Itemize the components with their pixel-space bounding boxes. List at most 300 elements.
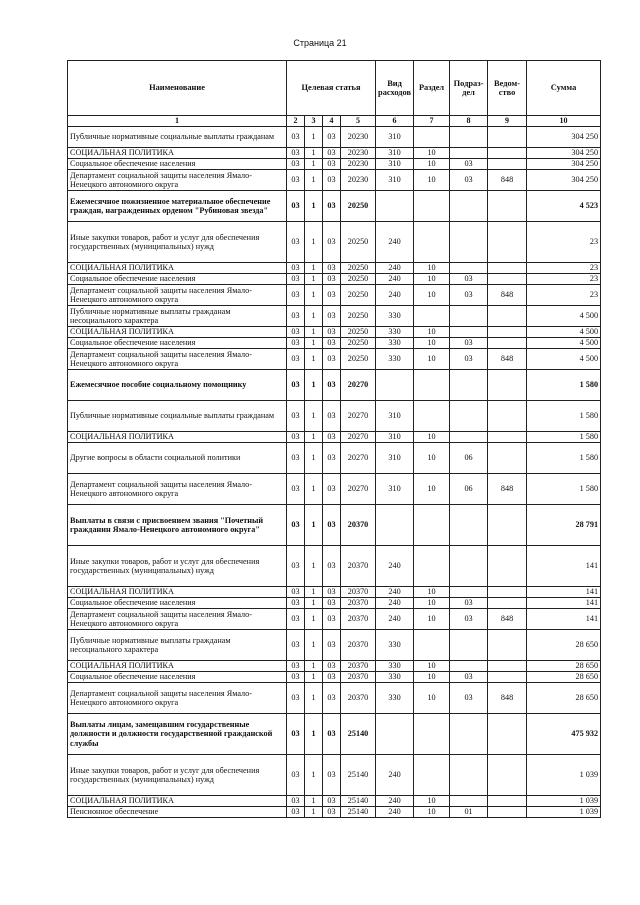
department-cell bbox=[488, 274, 527, 285]
expense-type-cell: 240 bbox=[376, 755, 414, 796]
target-code-2-cell: 1 bbox=[305, 191, 323, 222]
department-cell bbox=[488, 148, 527, 159]
target-code-1-cell: 03 bbox=[287, 714, 305, 755]
column-number: 1 bbox=[68, 116, 287, 127]
target-code-1-cell: 03 bbox=[287, 222, 305, 263]
target-code-4-cell: 20250 bbox=[341, 191, 376, 222]
table-row bbox=[68, 505, 601, 546]
section-cell bbox=[414, 222, 450, 263]
table-row bbox=[68, 432, 601, 443]
table-row bbox=[68, 191, 601, 222]
expense-type-cell: 310 bbox=[376, 474, 414, 505]
target-code-1-cell: 03 bbox=[287, 505, 305, 546]
target-code-2-cell: 1 bbox=[305, 755, 323, 796]
target-code-1-cell: 03 bbox=[287, 349, 305, 370]
section-cell bbox=[414, 401, 450, 432]
target-code-2-cell: 1 bbox=[305, 796, 323, 807]
target-code-1-cell: 03 bbox=[287, 127, 305, 148]
section-cell: 10 bbox=[414, 609, 450, 630]
target-code-2-cell: 1 bbox=[305, 714, 323, 755]
target-code-2-cell: 1 bbox=[305, 148, 323, 159]
target-code-1-cell: 03 bbox=[287, 587, 305, 598]
section-cell: 10 bbox=[414, 338, 450, 349]
target-code-1-cell: 03 bbox=[287, 598, 305, 609]
sum-cell: 304 250 bbox=[527, 148, 601, 159]
sum-cell: 141 bbox=[527, 598, 601, 609]
sum-cell: 28 650 bbox=[527, 672, 601, 683]
column-number: 5 bbox=[341, 116, 376, 127]
target-code-2-cell: 1 bbox=[305, 672, 323, 683]
target-code-4-cell: 20270 bbox=[341, 443, 376, 474]
column-number: 3 bbox=[305, 116, 323, 127]
subsection-cell bbox=[450, 661, 488, 672]
subsection-cell bbox=[450, 546, 488, 587]
expense-type-cell: 330 bbox=[376, 683, 414, 714]
target-code-2-cell: 1 bbox=[305, 661, 323, 672]
department-cell bbox=[488, 630, 527, 661]
department-cell: 848 bbox=[488, 170, 527, 191]
column-number: 10 bbox=[527, 116, 601, 127]
target-code-1-cell: 03 bbox=[287, 263, 305, 274]
target-code-3-cell: 03 bbox=[323, 127, 341, 148]
sum-cell: 1 039 bbox=[527, 807, 601, 818]
target-code-2-cell: 1 bbox=[305, 338, 323, 349]
target-code-4-cell: 20250 bbox=[341, 263, 376, 274]
section-cell: 10 bbox=[414, 672, 450, 683]
target-code-4-cell: 20250 bbox=[341, 222, 376, 263]
table-row bbox=[68, 661, 601, 672]
target-code-1-cell: 03 bbox=[287, 755, 305, 796]
department-cell bbox=[488, 505, 527, 546]
target-code-4-cell: 20370 bbox=[341, 672, 376, 683]
target-code-3-cell: 03 bbox=[323, 683, 341, 714]
target-code-4-cell: 20270 bbox=[341, 401, 376, 432]
expense-type-cell: 240 bbox=[376, 609, 414, 630]
target-code-1-cell: 03 bbox=[287, 807, 305, 818]
section-cell: 10 bbox=[414, 274, 450, 285]
target-code-1-cell: 03 bbox=[287, 401, 305, 432]
target-code-3-cell: 03 bbox=[323, 274, 341, 285]
target-code-3-cell: 03 bbox=[323, 546, 341, 587]
subsection-cell bbox=[450, 587, 488, 598]
target-code-3-cell: 03 bbox=[323, 598, 341, 609]
row-name-cell: Публичные нормативные социальные выплаты гражданам bbox=[68, 401, 287, 432]
target-code-3-cell: 03 bbox=[323, 159, 341, 170]
header-department: Ведом-ство bbox=[488, 61, 527, 116]
department-cell bbox=[488, 370, 527, 401]
target-code-3-cell: 03 bbox=[323, 755, 341, 796]
target-code-2-cell: 1 bbox=[305, 349, 323, 370]
subsection-cell bbox=[450, 755, 488, 796]
table-row bbox=[68, 148, 601, 159]
row-name-cell: СОЦИАЛЬНАЯ ПОЛИТИКА bbox=[68, 796, 287, 807]
target-code-4-cell: 20370 bbox=[341, 683, 376, 714]
subsection-cell bbox=[450, 432, 488, 443]
sum-cell: 23 bbox=[527, 263, 601, 274]
department-cell bbox=[488, 159, 527, 170]
row-name-cell: Ежемесячное пособие социальному помощнику bbox=[68, 370, 287, 401]
subsection-cell bbox=[450, 127, 488, 148]
expense-type-cell: 240 bbox=[376, 285, 414, 306]
row-name-cell: Иные закупки товаров, работ и услуг для обеспечения государственных (муниципальных) нужд bbox=[68, 222, 287, 263]
target-code-4-cell: 20250 bbox=[341, 338, 376, 349]
subsection-cell bbox=[450, 327, 488, 338]
sum-cell: 1 580 bbox=[527, 401, 601, 432]
expense-type-cell: 240 bbox=[376, 598, 414, 609]
department-cell bbox=[488, 338, 527, 349]
section-cell bbox=[414, 630, 450, 661]
row-name-cell: СОЦИАЛЬНАЯ ПОЛИТИКА bbox=[68, 263, 287, 274]
table-row bbox=[68, 401, 601, 432]
row-name-cell: Ежемесячное пожизненное материальное обеспечение граждан, награжденных орденом "Рубиновая звезда" bbox=[68, 191, 287, 222]
target-code-4-cell: 20270 bbox=[341, 432, 376, 443]
target-code-2-cell: 1 bbox=[305, 587, 323, 598]
subsection-cell bbox=[450, 505, 488, 546]
target-code-1-cell: 03 bbox=[287, 630, 305, 661]
expense-type-cell: 330 bbox=[376, 306, 414, 327]
subsection-cell: 06 bbox=[450, 443, 488, 474]
target-code-1-cell: 03 bbox=[287, 546, 305, 587]
target-code-1-cell: 03 bbox=[287, 796, 305, 807]
expense-type-cell: 240 bbox=[376, 796, 414, 807]
sum-cell: 4 500 bbox=[527, 306, 601, 327]
target-code-2-cell: 1 bbox=[305, 170, 323, 191]
expense-type-cell: 310 bbox=[376, 432, 414, 443]
target-code-2-cell: 1 bbox=[305, 274, 323, 285]
target-code-4-cell: 20250 bbox=[341, 349, 376, 370]
expense-type-cell: 240 bbox=[376, 263, 414, 274]
target-code-1-cell: 03 bbox=[287, 338, 305, 349]
target-code-1-cell: 03 bbox=[287, 191, 305, 222]
sum-cell: 1 580 bbox=[527, 432, 601, 443]
subsection-cell: 03 bbox=[450, 349, 488, 370]
section-cell: 10 bbox=[414, 683, 450, 714]
target-code-2-cell: 1 bbox=[305, 609, 323, 630]
row-name-cell: Социальное обеспечение населения bbox=[68, 274, 287, 285]
table-row bbox=[68, 796, 601, 807]
expense-type-cell: 330 bbox=[376, 327, 414, 338]
subsection-cell bbox=[450, 263, 488, 274]
target-code-3-cell: 03 bbox=[323, 148, 341, 159]
expense-type-cell bbox=[376, 714, 414, 755]
sum-cell: 141 bbox=[527, 546, 601, 587]
expense-type-cell: 310 bbox=[376, 170, 414, 191]
table-row bbox=[68, 170, 601, 191]
target-code-2-cell: 1 bbox=[305, 285, 323, 306]
sum-cell: 1 580 bbox=[527, 370, 601, 401]
sum-cell: 141 bbox=[527, 587, 601, 598]
row-name-cell: Социальное обеспечение населения bbox=[68, 338, 287, 349]
department-cell bbox=[488, 401, 527, 432]
row-name-cell: Другие вопросы в области социальной политики bbox=[68, 443, 287, 474]
department-cell bbox=[488, 306, 527, 327]
table-row bbox=[68, 474, 601, 505]
row-name-cell: Выплаты в связи с присвоением звания "Почетный гражданин Ямало-Ненецкого автономного округа" bbox=[68, 505, 287, 546]
department-cell bbox=[488, 587, 527, 598]
target-code-1-cell: 03 bbox=[287, 159, 305, 170]
table-row bbox=[68, 159, 601, 170]
expense-type-cell: 330 bbox=[376, 338, 414, 349]
department-cell bbox=[488, 807, 527, 818]
section-cell bbox=[414, 714, 450, 755]
table-row bbox=[68, 587, 601, 598]
sum-cell: 23 bbox=[527, 222, 601, 263]
target-code-1-cell: 03 bbox=[287, 274, 305, 285]
target-code-3-cell: 03 bbox=[323, 630, 341, 661]
target-code-4-cell: 20370 bbox=[341, 587, 376, 598]
target-code-1-cell: 03 bbox=[287, 285, 305, 306]
table-row bbox=[68, 714, 601, 755]
subsection-cell bbox=[450, 306, 488, 327]
subsection-cell: 06 bbox=[450, 474, 488, 505]
expense-type-cell: 240 bbox=[376, 274, 414, 285]
subsection-cell bbox=[450, 714, 488, 755]
row-name-cell: СОЦИАЛЬНАЯ ПОЛИТИКА bbox=[68, 432, 287, 443]
target-code-4-cell: 20230 bbox=[341, 127, 376, 148]
column-number: 6 bbox=[376, 116, 414, 127]
section-cell bbox=[414, 505, 450, 546]
section-cell: 10 bbox=[414, 263, 450, 274]
table-row bbox=[68, 222, 601, 263]
target-code-1-cell: 03 bbox=[287, 148, 305, 159]
row-name-cell: Социальное обеспечение населения bbox=[68, 159, 287, 170]
section-cell: 10 bbox=[414, 474, 450, 505]
target-code-4-cell: 20370 bbox=[341, 661, 376, 672]
expense-type-cell: 330 bbox=[376, 630, 414, 661]
department-cell bbox=[488, 222, 527, 263]
target-code-4-cell: 20250 bbox=[341, 274, 376, 285]
section-cell bbox=[414, 306, 450, 327]
subsection-cell: 03 bbox=[450, 159, 488, 170]
sum-cell: 28 791 bbox=[527, 505, 601, 546]
column-number: 4 bbox=[323, 116, 341, 127]
row-name-cell: Департамент социальной защиты населения Ямало-Ненецкого автономного округа bbox=[68, 285, 287, 306]
target-code-2-cell: 1 bbox=[305, 683, 323, 714]
target-code-2-cell: 1 bbox=[305, 443, 323, 474]
budget-table bbox=[67, 60, 601, 818]
section-cell: 10 bbox=[414, 443, 450, 474]
expense-type-cell: 240 bbox=[376, 807, 414, 818]
sum-cell: 1 039 bbox=[527, 755, 601, 796]
table-row bbox=[68, 755, 601, 796]
header-expense-type: Вид расходов bbox=[376, 61, 414, 116]
target-code-1-cell: 03 bbox=[287, 609, 305, 630]
target-code-3-cell: 03 bbox=[323, 474, 341, 505]
target-code-4-cell: 25140 bbox=[341, 755, 376, 796]
target-code-3-cell: 03 bbox=[323, 609, 341, 630]
row-name-cell: Публичные нормативные выплаты гражданам несоциального характера bbox=[68, 306, 287, 327]
row-name-cell: Пенсионное обеспечение bbox=[68, 807, 287, 818]
expense-type-cell: 330 bbox=[376, 672, 414, 683]
target-code-3-cell: 03 bbox=[323, 306, 341, 327]
subsection-cell: 03 bbox=[450, 285, 488, 306]
target-code-4-cell: 20370 bbox=[341, 546, 376, 587]
sum-cell: 475 932 bbox=[527, 714, 601, 755]
target-code-4-cell: 20250 bbox=[341, 306, 376, 327]
target-code-2-cell: 1 bbox=[305, 127, 323, 148]
row-name-cell: Иные закупки товаров, работ и услуг для обеспечения государственных (муниципальных) нужд bbox=[68, 755, 287, 796]
target-code-3-cell: 03 bbox=[323, 263, 341, 274]
table-row bbox=[68, 338, 601, 349]
subsection-cell: 03 bbox=[450, 683, 488, 714]
department-cell: 848 bbox=[488, 349, 527, 370]
row-name-cell: Департамент социальной защиты населения Ямало-Ненецкого автономного округа bbox=[68, 474, 287, 505]
subsection-cell: 03 bbox=[450, 170, 488, 191]
sum-cell: 1 580 bbox=[527, 474, 601, 505]
target-code-2-cell: 1 bbox=[305, 401, 323, 432]
target-code-4-cell: 20250 bbox=[341, 327, 376, 338]
section-cell: 10 bbox=[414, 170, 450, 191]
subsection-cell bbox=[450, 796, 488, 807]
target-code-4-cell: 25140 bbox=[341, 796, 376, 807]
row-name-cell: СОЦИАЛЬНАЯ ПОЛИТИКА bbox=[68, 661, 287, 672]
target-code-2-cell: 1 bbox=[305, 598, 323, 609]
target-code-1-cell: 03 bbox=[287, 370, 305, 401]
table-row bbox=[68, 306, 601, 327]
sum-cell: 23 bbox=[527, 274, 601, 285]
sum-cell: 1 039 bbox=[527, 796, 601, 807]
expense-type-cell bbox=[376, 370, 414, 401]
target-code-1-cell: 03 bbox=[287, 443, 305, 474]
expense-type-cell: 310 bbox=[376, 159, 414, 170]
target-code-3-cell: 03 bbox=[323, 338, 341, 349]
target-code-4-cell: 25140 bbox=[341, 714, 376, 755]
target-code-1-cell: 03 bbox=[287, 672, 305, 683]
target-code-3-cell: 03 bbox=[323, 714, 341, 755]
subsection-cell bbox=[450, 401, 488, 432]
department-cell bbox=[488, 796, 527, 807]
subsection-cell bbox=[450, 222, 488, 263]
target-code-2-cell: 1 bbox=[305, 263, 323, 274]
column-number: 8 bbox=[450, 116, 488, 127]
column-number: 2 bbox=[287, 116, 305, 127]
target-code-2-cell: 1 bbox=[305, 546, 323, 587]
target-code-2-cell: 1 bbox=[305, 474, 323, 505]
row-name-cell: Департамент социальной защиты населения Ямало-Ненецкого автономного округа bbox=[68, 349, 287, 370]
target-code-3-cell: 03 bbox=[323, 505, 341, 546]
sum-cell: 4 523 bbox=[527, 191, 601, 222]
row-name-cell: Социальное обеспечение населения bbox=[68, 672, 287, 683]
department-cell: 848 bbox=[488, 474, 527, 505]
target-code-3-cell: 03 bbox=[323, 672, 341, 683]
row-name-cell: Социальное обеспечение населения bbox=[68, 598, 287, 609]
column-number: 9 bbox=[488, 116, 527, 127]
table-row bbox=[68, 443, 601, 474]
target-code-4-cell: 20370 bbox=[341, 630, 376, 661]
table-row bbox=[68, 807, 601, 818]
sum-cell: 304 250 bbox=[527, 159, 601, 170]
target-code-1-cell: 03 bbox=[287, 474, 305, 505]
table-header-row bbox=[68, 61, 601, 116]
section-cell bbox=[414, 755, 450, 796]
department-cell: 848 bbox=[488, 285, 527, 306]
sum-cell: 304 250 bbox=[527, 170, 601, 191]
section-cell: 10 bbox=[414, 598, 450, 609]
page-label: Страница 21 bbox=[293, 38, 347, 48]
department-cell bbox=[488, 672, 527, 683]
table-row bbox=[68, 327, 601, 338]
target-code-4-cell: 20370 bbox=[341, 505, 376, 546]
target-code-3-cell: 03 bbox=[323, 661, 341, 672]
table-body bbox=[68, 127, 601, 818]
target-code-4-cell: 20370 bbox=[341, 598, 376, 609]
table-row bbox=[68, 546, 601, 587]
target-code-3-cell: 03 bbox=[323, 807, 341, 818]
target-code-2-cell: 1 bbox=[305, 370, 323, 401]
target-code-3-cell: 03 bbox=[323, 191, 341, 222]
subsection-cell: 03 bbox=[450, 274, 488, 285]
table-row bbox=[68, 349, 601, 370]
department-cell bbox=[488, 327, 527, 338]
expense-type-cell: 310 bbox=[376, 148, 414, 159]
column-number-row bbox=[68, 116, 601, 127]
target-code-3-cell: 03 bbox=[323, 327, 341, 338]
row-name-cell: СОЦИАЛЬНАЯ ПОЛИТИКА bbox=[68, 587, 287, 598]
table-row bbox=[68, 598, 601, 609]
target-code-3-cell: 03 bbox=[323, 587, 341, 598]
row-name-cell: Департамент социальной защиты населения Ямало-Ненецкого автономного округа bbox=[68, 609, 287, 630]
expense-type-cell: 240 bbox=[376, 546, 414, 587]
table-row bbox=[68, 630, 601, 661]
section-cell: 10 bbox=[414, 432, 450, 443]
sum-cell: 28 650 bbox=[527, 661, 601, 672]
target-code-2-cell: 1 bbox=[305, 306, 323, 327]
section-cell: 10 bbox=[414, 349, 450, 370]
row-name-cell: Департамент социальной защиты населения Ямало-Ненецкого автономного округа bbox=[68, 683, 287, 714]
column-number: 7 bbox=[414, 116, 450, 127]
subsection-cell: 03 bbox=[450, 338, 488, 349]
department-cell bbox=[488, 598, 527, 609]
header-subsection: Подраз-дел bbox=[450, 61, 488, 116]
sum-cell: 23 bbox=[527, 285, 601, 306]
target-code-4-cell: 20230 bbox=[341, 148, 376, 159]
section-cell: 10 bbox=[414, 661, 450, 672]
expense-type-cell: 330 bbox=[376, 349, 414, 370]
section-cell: 10 bbox=[414, 159, 450, 170]
department-cell bbox=[488, 432, 527, 443]
target-code-3-cell: 03 bbox=[323, 443, 341, 474]
department-cell bbox=[488, 714, 527, 755]
subsection-cell: 01 bbox=[450, 807, 488, 818]
subsection-cell: 03 bbox=[450, 609, 488, 630]
row-name-cell: Публичные нормативные выплаты гражданам несоциального характера bbox=[68, 630, 287, 661]
section-cell: 10 bbox=[414, 285, 450, 306]
table-row bbox=[68, 285, 601, 306]
row-name-cell: СОЦИАЛЬНАЯ ПОЛИТИКА bbox=[68, 148, 287, 159]
section-cell: 10 bbox=[414, 807, 450, 818]
target-code-3-cell: 03 bbox=[323, 222, 341, 263]
table-row bbox=[68, 672, 601, 683]
expense-type-cell: 310 bbox=[376, 401, 414, 432]
target-code-4-cell: 20230 bbox=[341, 170, 376, 191]
subsection-cell bbox=[450, 191, 488, 222]
target-code-4-cell: 20230 bbox=[341, 159, 376, 170]
section-cell: 10 bbox=[414, 587, 450, 598]
row-name-cell: Публичные нормативные социальные выплаты гражданам bbox=[68, 127, 287, 148]
sum-cell: 4 500 bbox=[527, 327, 601, 338]
target-code-2-cell: 1 bbox=[305, 505, 323, 546]
target-code-3-cell: 03 bbox=[323, 170, 341, 191]
sum-cell: 304 250 bbox=[527, 127, 601, 148]
expense-type-cell bbox=[376, 191, 414, 222]
department-cell: 848 bbox=[488, 683, 527, 714]
header-name: Наименование bbox=[68, 61, 287, 116]
row-name-cell: Выплаты лицам, замещавшим государственные должности и должности государственной гражданской службы bbox=[68, 714, 287, 755]
target-code-3-cell: 03 bbox=[323, 796, 341, 807]
target-code-4-cell: 25140 bbox=[341, 807, 376, 818]
department-cell bbox=[488, 263, 527, 274]
subsection-cell bbox=[450, 148, 488, 159]
